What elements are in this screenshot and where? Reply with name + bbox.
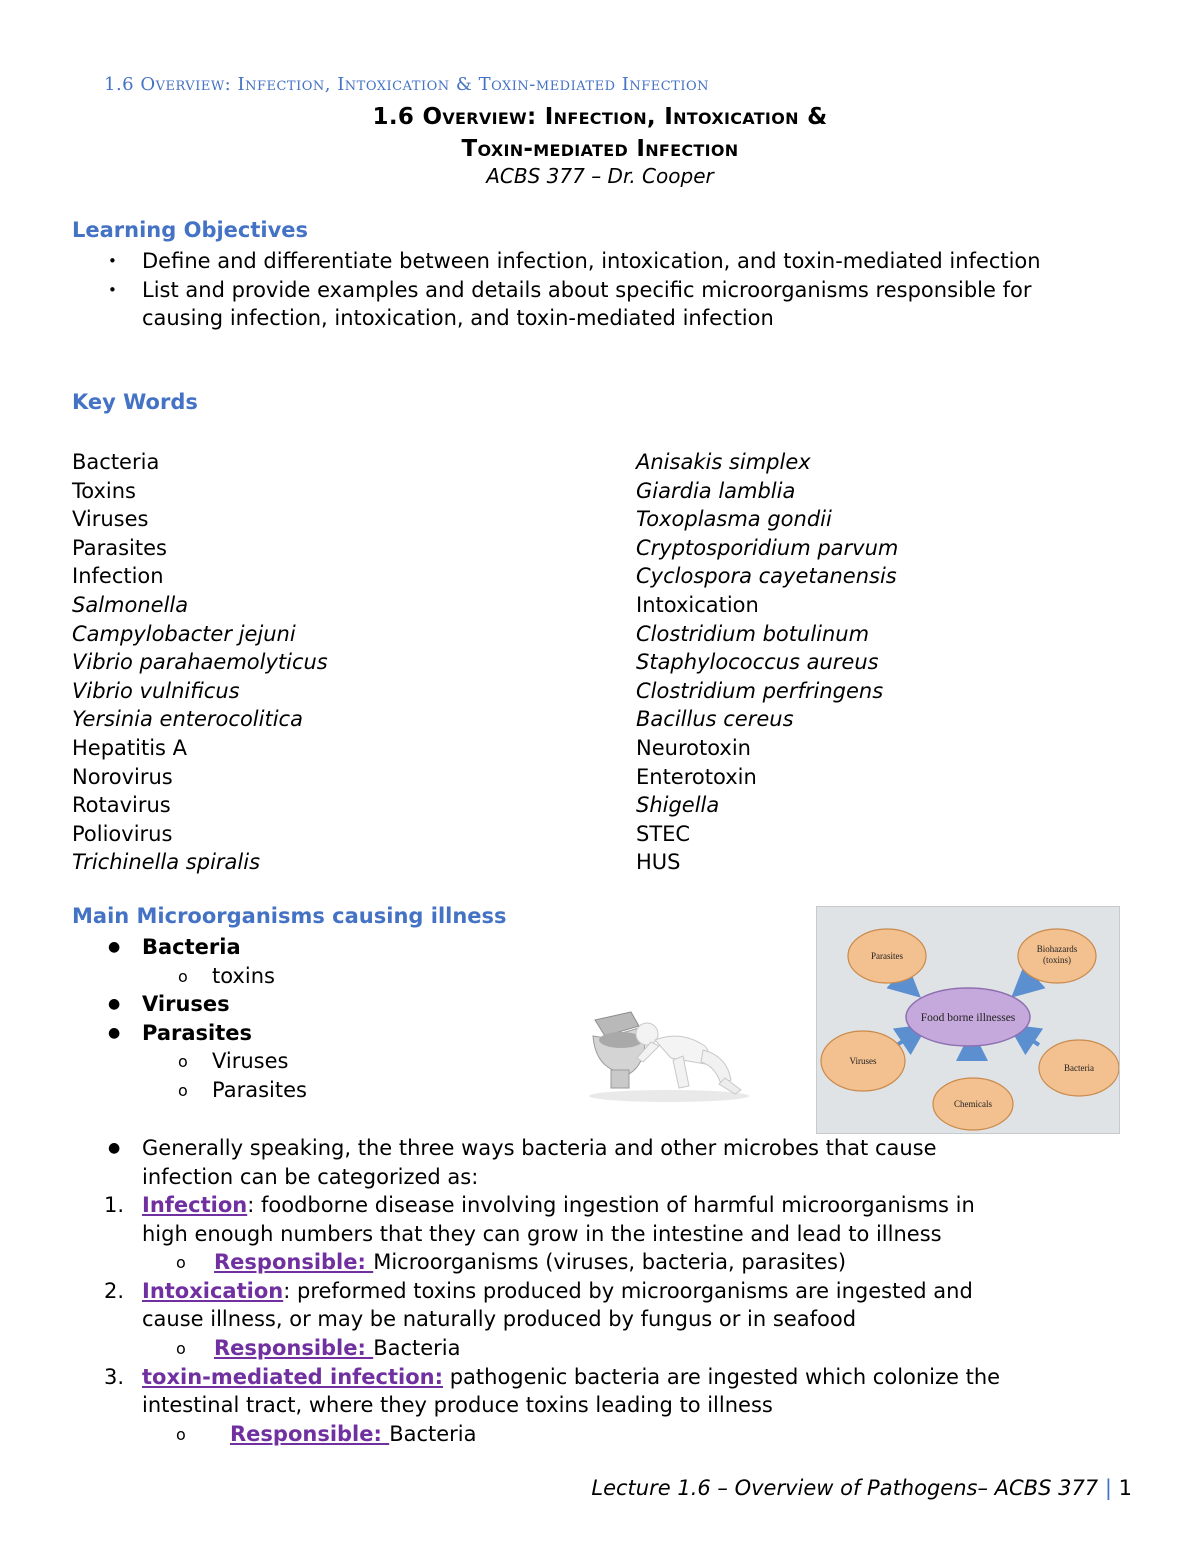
circle-bullet-icon: o xyxy=(178,1052,188,1072)
running-header: 1.6 Overview: Infection, Intoxication & Toxin-mediated Infection xyxy=(104,74,710,95)
circle-bullet-icon: o xyxy=(178,1080,188,1100)
key-word: Toxins xyxy=(72,478,136,503)
bullet-icon: • xyxy=(108,280,117,299)
key-word: Bacteria xyxy=(72,450,160,474)
key-word: Viruses xyxy=(72,507,149,532)
viruses-label: Viruses xyxy=(849,1056,877,1066)
key-word: Infection xyxy=(72,564,164,589)
category-item: 1. Infection: foodborne disease involving ingestion of harmful microorganisms in high enough numbers that they can grow in the intestine and lead to illness o Responsible: Microorganisms (viruses, bacteria, parasites) xyxy=(104,1191,1000,1277)
page-title-line-1: 1.6 Overview: Infection, Intoxication & xyxy=(372,104,828,130)
learning-objectives-list xyxy=(108,247,1118,333)
foodborne-diagram-svg xyxy=(817,907,1119,1133)
key-word: Parasites xyxy=(72,535,167,560)
course-subtitle: ACBS 377 – Dr. Cooper xyxy=(486,164,714,188)
key-word: Vibrio vulnificus xyxy=(72,678,240,703)
key-word: Yersinia enterocolitica xyxy=(72,707,303,732)
responsible-line: o Responsible: Bacteria xyxy=(142,1334,1000,1363)
list-item: ● Bacteria xyxy=(108,933,307,962)
item-number: 3. xyxy=(104,1364,125,1389)
responsible-line: o Responsible: Microorganisms (viruses, bacteria, parasites) xyxy=(142,1248,1000,1277)
key-word: Toxoplasma gondii xyxy=(636,507,832,532)
key-word: Clostridium perfringens xyxy=(636,678,884,703)
key-word: Rotavirus xyxy=(72,793,171,818)
key-word: Vibrio parahaemolyticus xyxy=(72,650,328,675)
list-item: • List and provide examples and details about specific microorganisms responsible for causing infection, intoxication, and toxin-mediated infection xyxy=(108,277,1032,331)
key-word: Staphylococcus aureus xyxy=(636,650,879,675)
responsible-label: Responsible: xyxy=(214,1250,374,1275)
key-word: Campylobacter jejuni xyxy=(72,621,296,646)
category-term: Intoxication xyxy=(142,1278,284,1303)
bullet-icon: ● xyxy=(108,996,121,1013)
list-item: o Viruses xyxy=(108,1047,307,1076)
arrow-icon xyxy=(897,1033,915,1045)
categories-intro: ● Generally speaking, the three ways bacteria and other microbes that cause infection can be categorized as: xyxy=(108,1136,937,1189)
item-number: 1. xyxy=(104,1193,125,1217)
list-item: ● Parasites xyxy=(108,1019,307,1048)
responsible-line: o Responsible: Bacteria xyxy=(142,1420,1000,1449)
categories-list xyxy=(104,1191,1000,1448)
biohazards-label: Biohazards xyxy=(1036,944,1078,954)
bullet-icon: ● xyxy=(108,1024,121,1041)
item-number: 2. xyxy=(104,1278,125,1303)
list-item: o toxins xyxy=(108,962,307,991)
key-word: Bacillus cereus xyxy=(636,707,794,732)
key-word: HUS xyxy=(636,850,681,875)
circle-bullet-icon: o xyxy=(176,1338,186,1358)
key-word: Clostridium botulinum xyxy=(636,621,870,646)
responsible-label: Responsible: xyxy=(214,1335,374,1360)
category-item: 3. toxin-mediated infection: pathogenic bacteria are ingested which colonize the intestinal tract, where they produce toxins leading to illness o Responsible: Bacteria xyxy=(104,1363,1000,1449)
page-footer: Lecture 1.6 – Overview of Pathogens– ACBS 377 | 1 xyxy=(591,1476,1132,1500)
parasites-label: Parasites xyxy=(871,951,903,961)
key-word: Enterotoxin xyxy=(636,764,757,789)
key-word: Shigella xyxy=(636,793,720,818)
key-word: STEC xyxy=(636,821,691,846)
category-item: 2. Intoxication: preformed toxins produced by microorganisms are ingested and cause illness, or may be naturally produced by fungus or in seafood o Responsible: Bacteria xyxy=(104,1277,1000,1363)
key-words-right-column xyxy=(636,448,898,877)
key-word: Norovirus xyxy=(72,764,173,789)
page-title-line-2: Toxin-mediated Infection xyxy=(461,136,739,162)
key-words-heading: Key Words xyxy=(72,390,198,414)
key-word: Cyclospora cayetanensis xyxy=(636,564,897,589)
list-item: o Parasites xyxy=(108,1076,307,1105)
main-microorganisms-heading: Main Microorganisms causing illness xyxy=(72,904,507,928)
chemicals-label: Chemicals xyxy=(954,1099,992,1109)
bullet-icon: ● xyxy=(108,939,121,955)
bullet-icon: ● xyxy=(108,1140,121,1156)
key-word: Anisakis simplex xyxy=(636,450,811,474)
key-word: Hepatitis A xyxy=(72,735,188,760)
sick-person-toilet-illustration xyxy=(585,1000,753,1102)
center-label: Food borne illnesses xyxy=(920,1012,1016,1024)
arrow-icon xyxy=(1021,1033,1039,1045)
key-word: Neurotoxin xyxy=(636,735,751,760)
circle-bullet-icon: o xyxy=(176,1253,186,1273)
list-item: • Define and differentiate between infection, intoxication, and toxin-mediated infection xyxy=(108,247,1118,276)
page-number: 1 xyxy=(1118,1476,1132,1500)
circle-bullet-icon: o xyxy=(178,966,188,986)
list-item: ● Viruses xyxy=(108,990,307,1019)
key-word: Giardia lamblia xyxy=(636,478,796,503)
microorganism-list xyxy=(108,933,307,1105)
responsible-label: Responsible: xyxy=(230,1421,390,1446)
foodborne-illness-figure xyxy=(816,906,1120,1134)
circle-bullet-icon: o xyxy=(176,1424,186,1444)
key-words-left-column xyxy=(72,448,328,877)
key-word: Poliovirus xyxy=(72,821,173,846)
key-word: Salmonella xyxy=(72,592,189,617)
learning-objectives-heading: Learning Objectives xyxy=(72,218,309,242)
category-term: toxin-mediated infection: xyxy=(142,1364,444,1389)
key-word: Cryptosporidium parvum xyxy=(636,535,899,560)
bacteria-label: Bacteria xyxy=(1064,1063,1094,1073)
category-term: Infection xyxy=(142,1193,248,1217)
bullet-icon: • xyxy=(108,252,117,270)
biohazards-sub-label: (toxins) xyxy=(1043,955,1071,965)
key-word: Trichinella spiralis xyxy=(72,850,261,875)
key-word: Intoxication xyxy=(636,592,759,617)
